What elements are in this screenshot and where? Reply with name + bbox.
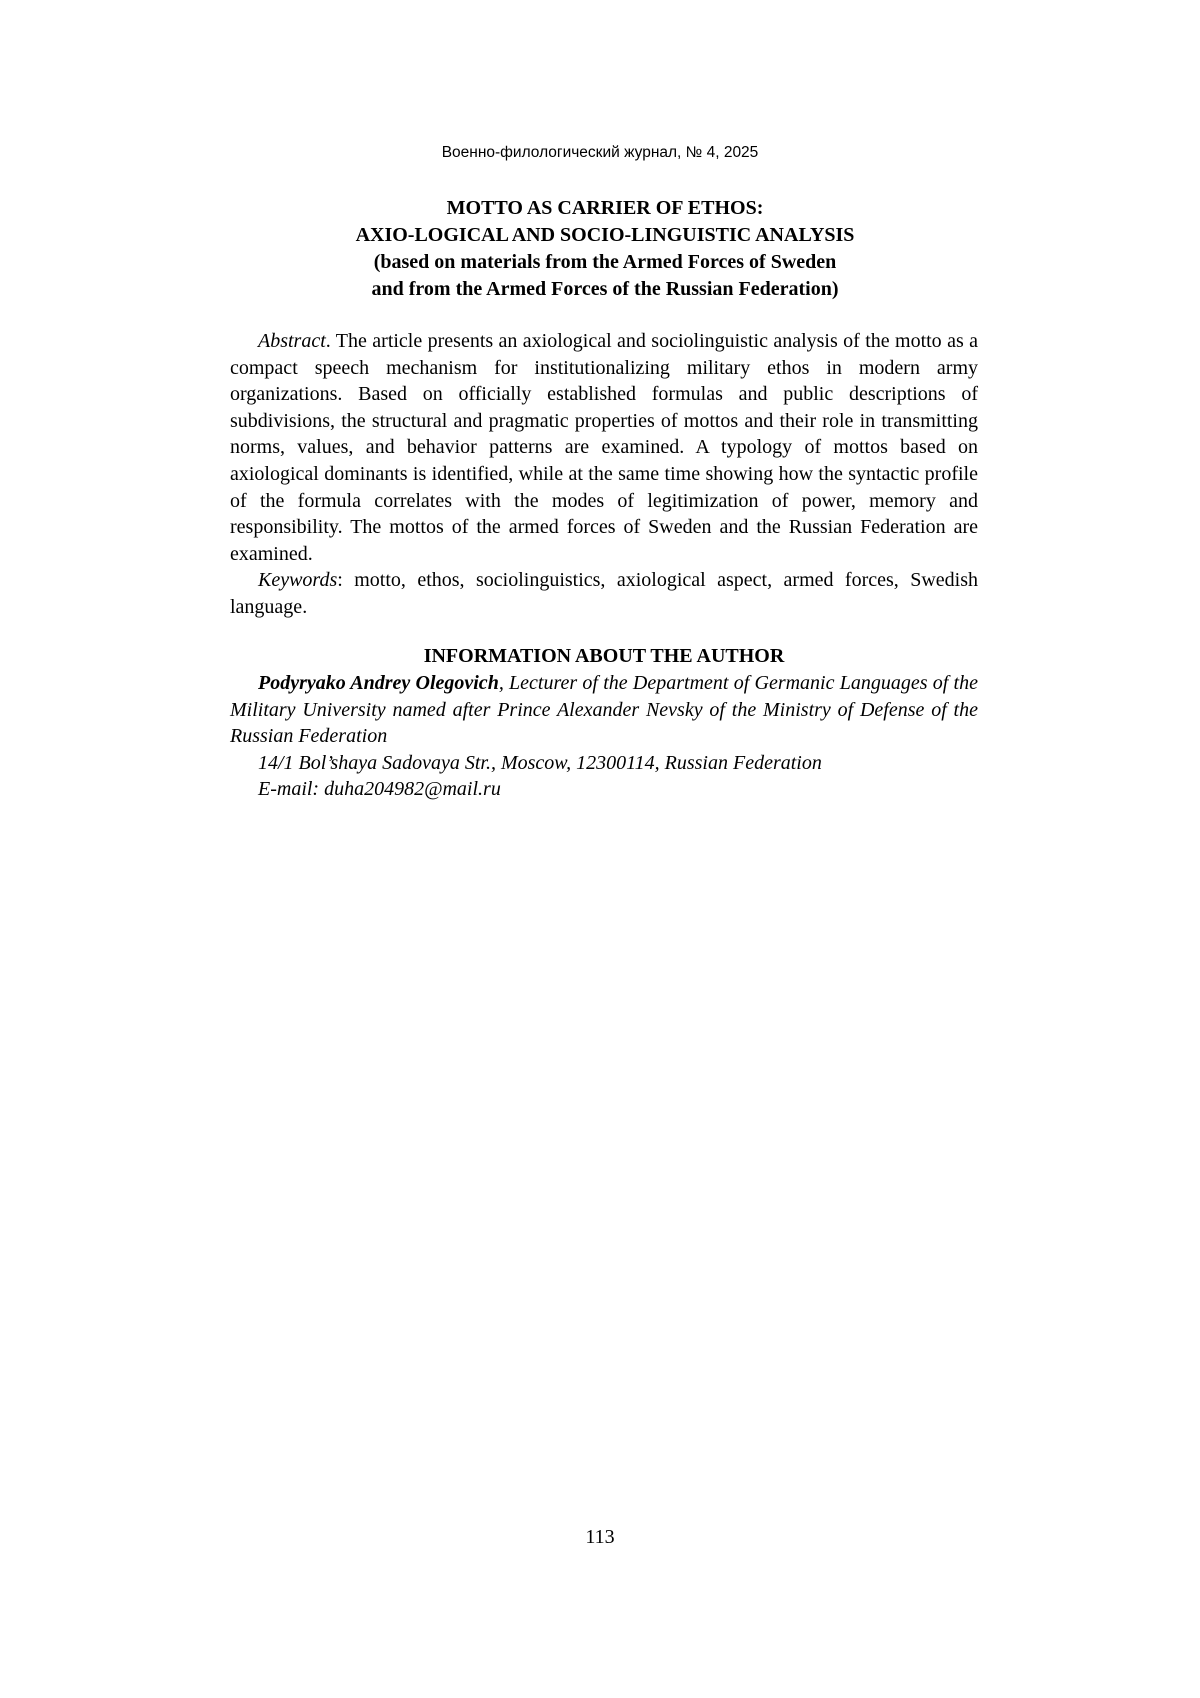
title-line: AXIO-LOGICAL AND SOCIO-LINGUISTIC ANALYSIS	[355, 224, 855, 246]
author-position: , Lecturer of the Department of Germanic Languages of the Military University named after Prince Alexander Nevsky of the Ministry of Defense of the Russian Federation	[230, 672, 978, 748]
author-address: 14/1 Bol’shaya Sadovaya Str., Moscow, 12300114, Russian Federation	[258, 751, 822, 774]
author-info-heading: INFORMATION ABOUT THE AUTHOR	[423, 645, 785, 667]
author-email: E-mail: duha204982@mail.ru	[258, 778, 501, 801]
abstract-section	[230, 328, 978, 621]
abstract-label: Abstract	[258, 330, 326, 352]
author-name: Podyryako Andrey Olegovich	[258, 672, 499, 694]
title-line: (based on materials from the Armed Forces of Sweden	[373, 251, 837, 273]
page-number: 113	[585, 1526, 615, 1548]
abstract-paragraph	[230, 328, 978, 567]
running-header: Военно-филологический журнал, № 4, 2025	[441, 144, 759, 161]
keywords-label: Keywords	[258, 569, 338, 592]
keywords-text: : motto, ethos, sociolinguistics, axiological aspect, armed forces, Swedish language.	[230, 569, 978, 618]
article-title	[230, 195, 980, 303]
author-info-section	[230, 670, 978, 803]
abstract-text: . The article presents an axiological and sociolinguistic analysis of the motto as a compact speech mechanism for institutionalizing military ethos in modern army organizations. Based on officially established formulas and public descriptions of subdivisions, the structural and pragmatic properties of mottos and their role in transmitting norms, values, and behavior patterns are examined. A typology of mottos based on axiological dominants is identified, while at the same time showing how the syntactic profile of the formula correlates with the modes of legitimization of power, memory and responsibility. The mottos of the armed forces of Sweden and the Russian Federation are examined.	[230, 330, 978, 565]
title-line: and from the Armed Forces of the Russian Federation)	[371, 278, 839, 300]
keywords-paragraph	[230, 567, 978, 620]
author-paragraph	[230, 670, 978, 750]
title-line: MOTTO AS CARRIER OF ETHOS:	[446, 197, 764, 219]
